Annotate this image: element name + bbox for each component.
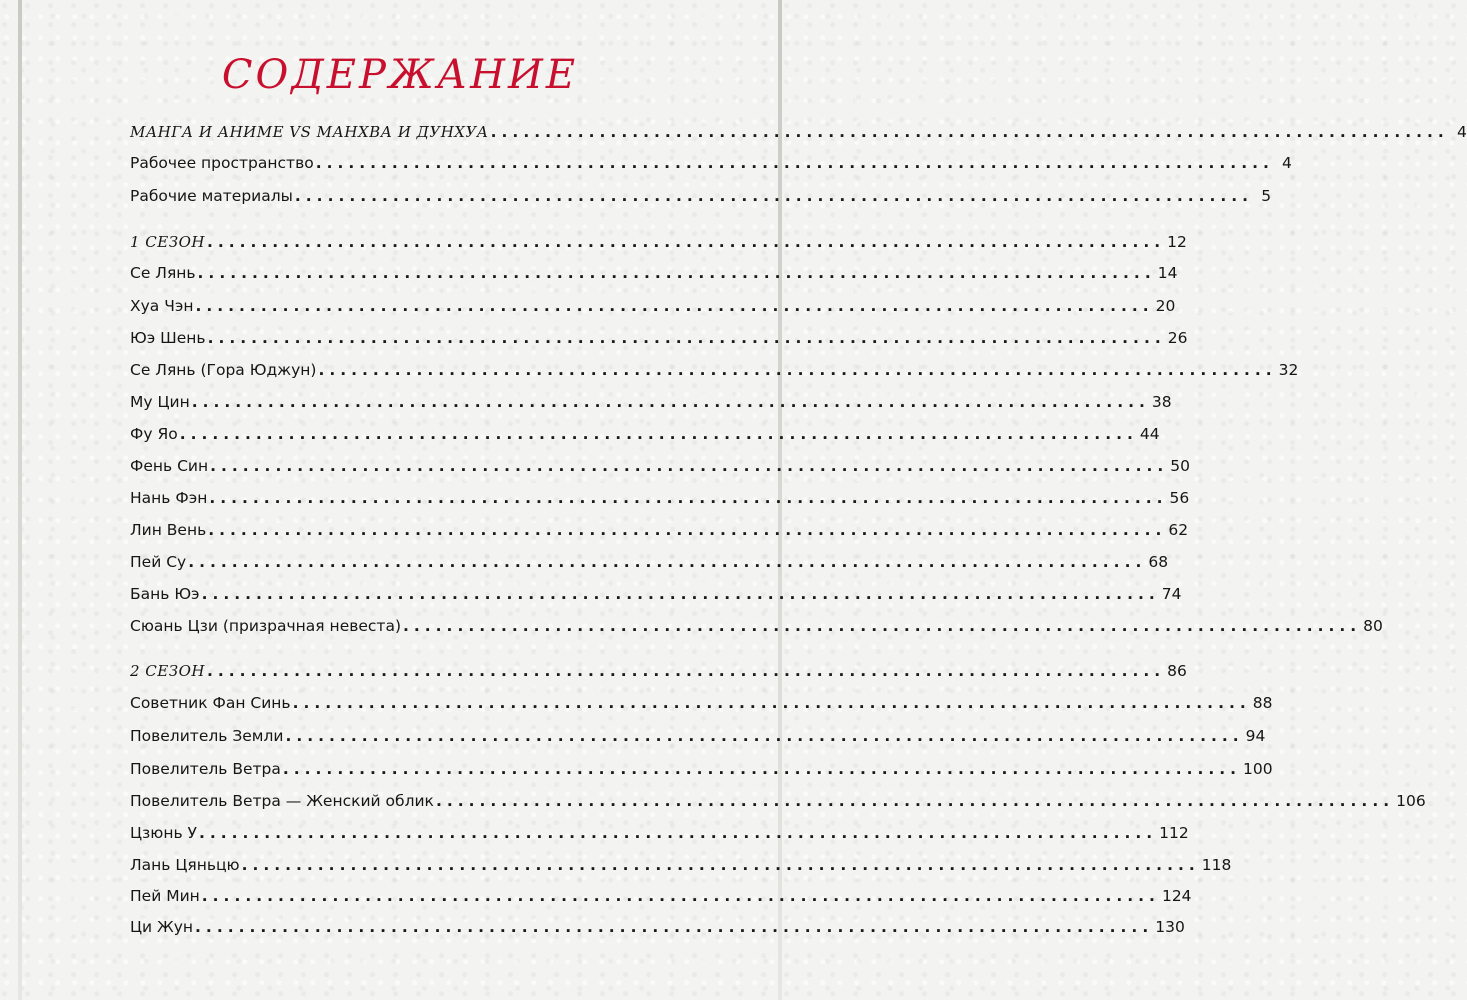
toc-entry <box>130 361 1299 387</box>
dot-leader: ........................................................................................ <box>207 329 1166 347</box>
toc-section-manga <box>130 123 1467 149</box>
toc-label: Повелитель Земли <box>130 727 284 745</box>
dot-leader: ........................................................................................ <box>179 425 1138 443</box>
dot-leader: ........................................................................................ <box>188 553 1147 571</box>
toc-page-number: 106 <box>1396 792 1426 810</box>
toc-page-number: 4 <box>1456 123 1467 141</box>
toc-label: Рабочее пространство <box>130 154 314 172</box>
dot-leader: ........................................................................................ <box>210 457 1169 475</box>
dot-leader: ........................................................................................ <box>195 918 1154 936</box>
dot-leader: ........................................................................................ <box>282 760 1242 778</box>
toc-entry <box>130 856 1232 882</box>
toc-entry <box>130 792 1426 818</box>
toc-label: Пей Су <box>130 553 187 571</box>
toc-entry <box>130 393 1172 419</box>
toc-page-number: 5 <box>1261 187 1272 205</box>
page-edge-left <box>18 0 22 1000</box>
toc-page-number: 112 <box>1159 824 1189 842</box>
dot-leader: ........................................................................................ <box>490 123 1449 141</box>
toc-label: Му Цин <box>130 393 190 411</box>
dot-leader: ........................................................................................ <box>294 187 1254 205</box>
toc-label: Повелитель Ветра <box>130 760 281 778</box>
toc-page-number: 4 <box>1282 154 1292 172</box>
toc-page-number: 14 <box>1157 264 1178 282</box>
toc-page-number: 130 <box>1155 918 1185 936</box>
toc-page-number: 100 <box>1243 760 1273 778</box>
toc-entry <box>130 154 1292 180</box>
toc-page-number: 12 <box>1167 233 1187 251</box>
toc-page-number: 56 <box>1169 489 1190 507</box>
toc-entry <box>130 760 1273 786</box>
toc-label: Сюань Цзи (призрачная невеста) <box>130 617 401 635</box>
toc-page-number: 20 <box>1155 297 1176 315</box>
toc-entry <box>130 457 1191 483</box>
toc-page-number: 32 <box>1278 361 1299 379</box>
toc-page-number: 124 <box>1161 887 1192 905</box>
toc-label: Юэ Шень <box>130 329 206 347</box>
toc-page-number: 50 <box>1170 457 1191 475</box>
toc-entry <box>130 329 1188 355</box>
toc-label: Фу Яо <box>130 425 178 443</box>
toc-label: Нань Фэн <box>130 489 208 507</box>
toc-entry <box>130 694 1273 720</box>
toc-label: Лин Вень <box>130 521 207 539</box>
dot-leader: ........................................................................................ <box>198 824 1158 842</box>
toc-label: Лань Цяньцю <box>130 856 240 874</box>
toc-label: Ци Жун <box>130 918 194 936</box>
toc-label: Се Лянь <box>130 264 196 282</box>
toc-page-number: 86 <box>1167 662 1187 680</box>
dot-leader: ........................................................................................ <box>206 662 1166 680</box>
dot-leader: ........................................................................................ <box>292 694 1251 712</box>
dot-leader: ........................................................................................ <box>403 617 1362 635</box>
dot-leader: ........................................................................................ <box>197 264 1156 282</box>
toc-page-number: 74 <box>1161 585 1182 603</box>
dot-leader: ........................................................................................ <box>201 585 1160 603</box>
toc-entry <box>130 824 1189 850</box>
toc-label: Советник Фан Синь <box>130 694 291 712</box>
toc-page-number: 80 <box>1363 617 1383 635</box>
toc-label: Се Лянь (Гора Юджун) <box>130 361 317 379</box>
toc-label: Пей Мин <box>130 887 200 905</box>
dot-leader: ........................................................................................ <box>206 233 1166 251</box>
dot-leader: ........................................................................................ <box>318 361 1277 379</box>
toc-label: МАНГА И АНИМЕ VS МАНХВА И ДУНХУА <box>130 123 489 141</box>
dot-leader: ........................................................................................ <box>285 727 1244 745</box>
toc-entry <box>130 489 1190 515</box>
dot-leader: ........................................................................................ <box>209 489 1168 507</box>
toc-entry <box>130 553 1169 579</box>
toc-entry <box>130 521 1189 547</box>
toc-label: Хуа Чэн <box>130 297 194 315</box>
toc-label: Фень Син <box>130 457 209 475</box>
toc-label: Рабочие материалы <box>130 187 293 205</box>
toc-entry <box>130 887 1192 913</box>
toc-page-number: 118 <box>1201 856 1232 874</box>
toc-entry <box>130 585 1182 611</box>
toc-entry <box>130 187 1272 213</box>
toc-label: 2 СЕЗОН <box>130 662 205 680</box>
dot-leader: ........................................................................................ <box>201 887 1160 905</box>
toc-section-season-2 <box>130 662 1187 688</box>
toc-page-number: 94 <box>1245 727 1266 745</box>
toc-page-number: 88 <box>1252 694 1273 712</box>
toc-page-number: 62 <box>1168 521 1189 539</box>
toc-label: 1 СЕЗОН <box>130 233 205 251</box>
toc-entry <box>130 617 1383 643</box>
toc-label: Бань Юэ <box>130 585 200 603</box>
toc-entry <box>130 727 1266 753</box>
toc-label: Повелитель Ветра — Женский облик <box>130 792 434 810</box>
dot-leader: ........................................................................................ <box>315 154 1274 172</box>
dot-leader: ........................................................................................ <box>195 297 1154 315</box>
toc-page-number: 26 <box>1167 329 1188 347</box>
toc-entry <box>130 918 1185 944</box>
toc-page-number: 44 <box>1139 425 1160 443</box>
dot-leader: ........................................................................................ <box>241 856 1200 874</box>
dot-leader: ........................................................................................ <box>435 792 1395 810</box>
dot-leader: ........................................................................................ <box>208 521 1167 539</box>
toc-page-number: 68 <box>1148 553 1169 571</box>
toc-section-season-1 <box>130 233 1187 259</box>
toc-page-number: 38 <box>1151 393 1172 411</box>
toc-entry <box>130 264 1178 290</box>
toc-entry <box>130 425 1160 451</box>
page-title: СОДЕРЖАНИЕ <box>221 52 579 98</box>
toc-entry <box>130 297 1176 323</box>
toc-label: Цзюнь У <box>130 824 197 842</box>
dot-leader: ........................................................................................ <box>191 393 1150 411</box>
